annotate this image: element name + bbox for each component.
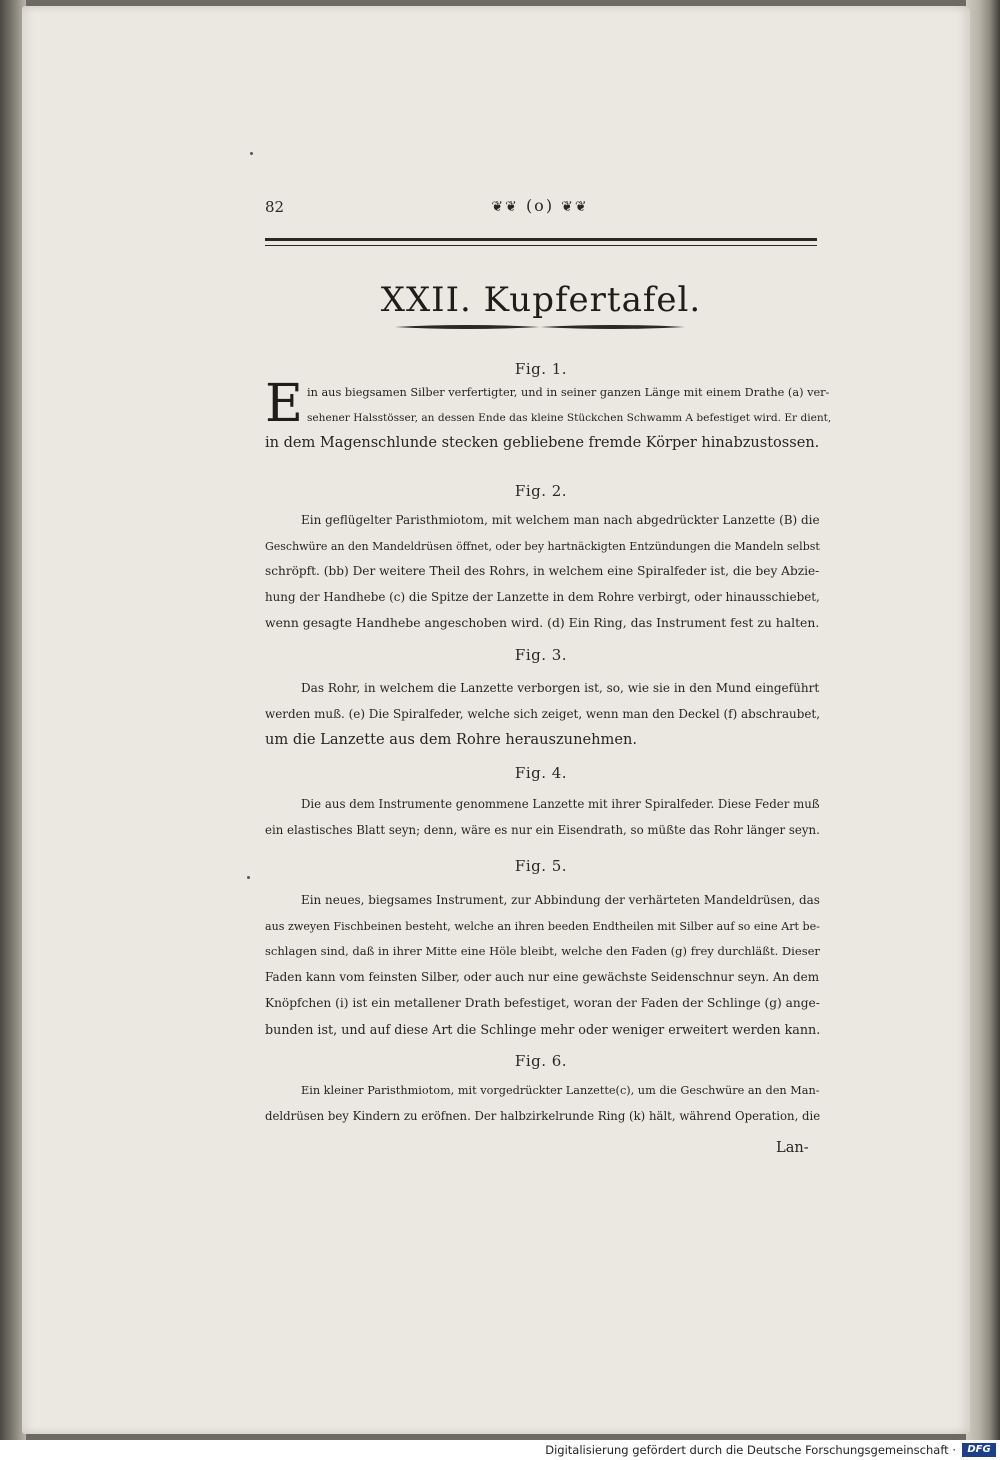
text-line: schlagen sind, daß in ihrer Mitte eine Höle bleibt, welche den Faden (g) frey durchläßt. Dieser bbox=[265, 944, 820, 959]
figure-heading: Fig. 3. bbox=[514, 646, 568, 664]
text-line: werden muß. (e) Die Spiralfeder, welche sich zeiget, wenn man den Deckel (f) abschraubet, bbox=[265, 706, 820, 721]
figure-description bbox=[265, 676, 820, 753]
paper-speck bbox=[247, 876, 250, 879]
page-title: XXII. Kupfertafel. bbox=[380, 280, 702, 320]
dfg-logo-icon: DFG bbox=[962, 1443, 996, 1457]
drop-cap: E bbox=[265, 374, 303, 434]
text-line: hung der Handhebe (c) die Spitze der Lanzette in dem Rohre verbirgt, oder hinausschiebet, bbox=[265, 590, 820, 605]
text-line: Geschwüre an den Mandeldrüsen öffnet, oder bey hartnäckigten Entzündungen die Mandeln selbst bbox=[265, 539, 820, 553]
figure-heading: Fig. 4. bbox=[514, 764, 568, 782]
text-line: Ein geflügelter Paristhmiotom, mit welchem man nach abgedrückter Lanzette (B) die bbox=[301, 513, 820, 527]
text-line: deldrüsen bey Kindern zu eröfnen. Der halbzirkelrunde Ring (k) hält, während Operation, die bbox=[265, 1108, 821, 1123]
page-number: 82 bbox=[265, 198, 285, 216]
text-line: wenn gesagte Handhebe angeschoben wird. (d) Ein Ring, das Instrument fest zu halten. bbox=[265, 615, 820, 630]
header-ornament bbox=[470, 196, 610, 215]
figure-description bbox=[265, 508, 820, 637]
title-ornament-rule bbox=[395, 323, 685, 331]
text-line: ein elastisches Blatt seyn; denn, wäre es nur ein Eisendrath, so müßte das Rohr länger seyn. bbox=[265, 822, 820, 837]
footer-credit: Digitalisierung gefördert durch die Deutsche Forschungsgemeinschaft · bbox=[545, 1443, 956, 1457]
header-rule-thick bbox=[265, 238, 817, 241]
text-line: Ein neues, biegsames Instrument, zur Abbindung der verhärteten Mandeldrüsen, das bbox=[301, 893, 820, 907]
text-line: Das Rohr, in welchem die Lanzette verborgen ist, so, wie sie in den Mund eingeführt bbox=[301, 681, 820, 695]
text-line: in dem Magenschlunde stecken gebliebene fremde Körper hinabzustossen. bbox=[265, 435, 820, 452]
text-line: Knöpfchen (i) ist ein metallener Drath befestiget, woran der Faden der Schlinge (g) ange- bbox=[265, 995, 820, 1010]
figure-description bbox=[265, 1078, 820, 1129]
header-ornament-text: (o) bbox=[525, 196, 555, 215]
figure-heading: Fig. 5. bbox=[514, 857, 568, 875]
leaf-ornament-icon: ❦❦ bbox=[561, 199, 589, 215]
text-line: bunden ist, und auf diese Art die Schlinge mehr oder weniger erweitert werden kann. bbox=[265, 1021, 821, 1037]
leaf-ornament-icon: ❦❦ bbox=[491, 199, 519, 215]
figure-heading: Fig. 1. bbox=[514, 360, 568, 378]
figure-description bbox=[265, 888, 820, 1042]
text-line: in aus biegsamen Silber verfertigter, und in seiner ganzen Länge mit einem Drathe (a) ver- bbox=[306, 386, 830, 399]
header-rule-thin bbox=[265, 245, 817, 246]
text-line: um die Lanzette aus dem Rohre herauszunehmen. bbox=[265, 731, 638, 749]
text-line: schröpft. (bb) Der weitere Theil des Rohrs, in welchem eine Spiralfeder ist, die bey Abzie- bbox=[265, 564, 820, 579]
footer-bar bbox=[0, 1440, 1000, 1460]
text-line: Die aus dem Instrumente genommene Lanzette mit ihrer Spiralfeder. Diese Feder muß bbox=[301, 797, 820, 811]
figure-heading: Fig. 2. bbox=[514, 482, 568, 500]
paper-speck bbox=[250, 152, 253, 155]
figure-description bbox=[265, 792, 820, 843]
text-line: sehener Halsstösser, an dessen Ende das kleine Stückchen Schwamm A befestiget wird. Er dient, bbox=[306, 411, 832, 424]
figure-heading: Fig. 6. bbox=[514, 1052, 568, 1070]
text-line: Ein kleiner Paristhmiotom, mit vorgedrückter Lanzette(c), um die Geschwüre an den Man- bbox=[301, 1084, 820, 1097]
figure-description bbox=[265, 374, 832, 457]
text-line: Faden kann vom feinsten Silber, oder auch nur eine gewächste Seidenschnur seyn. An dem bbox=[265, 970, 820, 985]
catchword: Lan- bbox=[776, 1139, 809, 1156]
page-stack-edge bbox=[966, 0, 1000, 1440]
text-line: aus zweyen Fischbeinen besteht, welche an ihren beeden Endtheilen mit Silber auf so eine Art be- bbox=[265, 919, 820, 933]
